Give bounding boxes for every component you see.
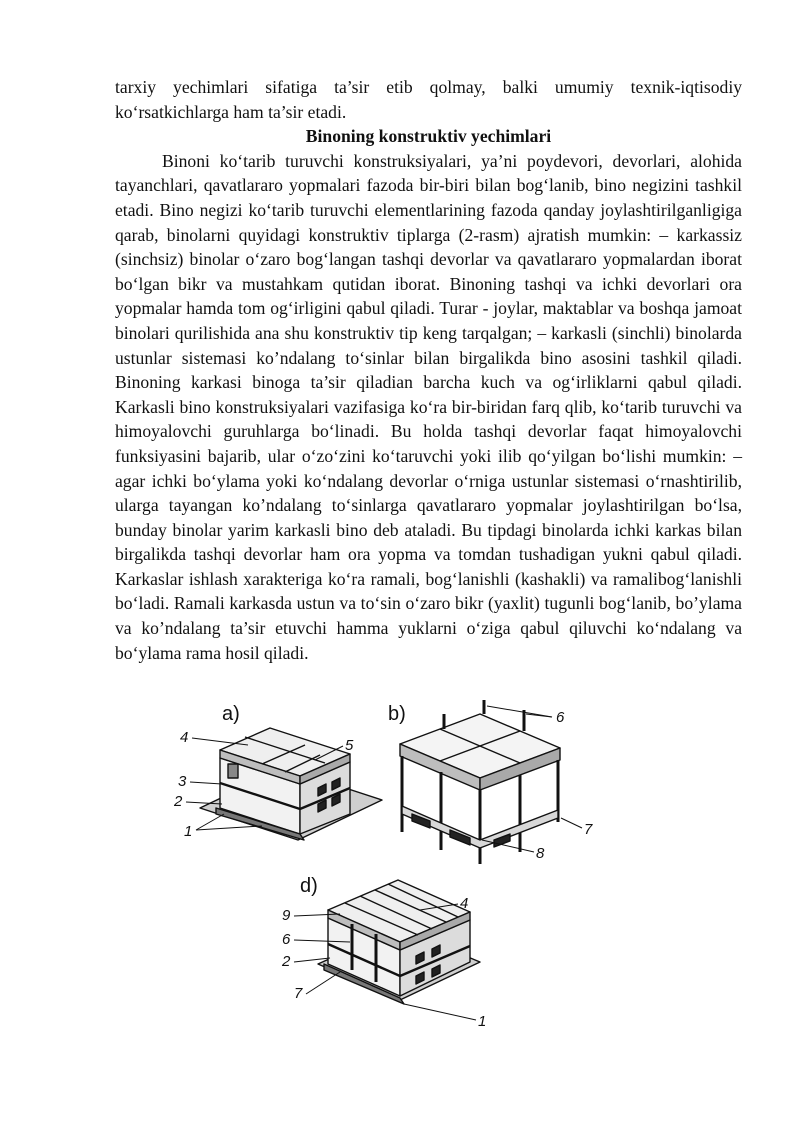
panel-a-label: a) — [222, 703, 240, 725]
panel-b-callout-7: 7 — [584, 821, 593, 838]
panel-d-callout-7: 7 — [294, 985, 303, 1002]
panel-b-diagram — [388, 700, 593, 864]
panel-d-diagram — [281, 875, 486, 1030]
panel-a-diagram — [173, 703, 382, 840]
panel-d-callout-6: 6 — [282, 931, 291, 948]
panel-a-callout-2: 2 — [174, 793, 183, 810]
body-text — [115, 75, 742, 665]
section-heading: Binoning konstruktiv yechimlari — [305, 126, 552, 147]
panel-d-callout-1: 1 — [478, 1013, 487, 1030]
figure-building-types — [0, 700, 800, 1040]
paragraph-continued: tarxiy yechimlari sifatiga ta’sir etib qolmay, balki umumiy texnik-iqtisodiy ko‘rsatkichlarga ham ta’sir etadi. — [115, 77, 742, 122]
panel-b-callout-6: 6 — [556, 709, 565, 726]
paragraph-main: Binoni ko‘tarib turuvchi konstruksiyalari, ya’ni poydevori, devorlari, alohida tayanchlari, qavatlararo yopmalari fazoda bir-biri bilan bog‘lanib, bino negizini tashkil etadi. Bino negizi ko‘tarib turuvchi elementlarining fazoda qanday joylashtirilganligiga qarab, binolarni quyidagi konstruktiv tiplarga (2-rasm) ajratish mumkin: – karkassiz (sinchsiz) binolar o‘zaro bog‘langan tashqi devorlar va qavatlararo yopmalardan iborat bo‘lgan bikr va mustahkam qutidan iborat. Binoning tashqi va ichki devorlari ora yopmalar hamda tom og‘irligini qabul qiladi. Turar - joylar, maktablar va boshqa jamoat binolari qurilishida ana shu konstruktiv tip keng tarqalgan; – karkasli (sinchli) binolarda ustunlar sistemasi ko’ndalang to‘sinlar bilan birgalikda bino asosini tashkil qiladi. Binoning karkasi binoga ta’sir qiladian barcha kuch va og‘irliklarni qabul qiladi. Karkasli bino konstruksiyalari vazifasiga ko‘ra bir-biridan farq qlib, ko‘tarib turuvchi va himoyalovchi guruhlarga bo‘linadi. Bu holda tashqi devorlar faqat himoyalovchi funksiyasini bajarib, ular o‘zo‘zini ko‘taruvchi yoki ilib qo‘yilgan bo‘lishi mumkin: – agar ichki bo‘ylama yoki ko‘ndalang devorlar o‘rniga ustunlar sistemasi o‘rnashtirilib, ularga tayangan ko’ndalang to‘sinlarga qavatlararo yopmalar joylashtirilgan bo‘lsa, bunday binolar yarim karkasli bino deb ataladi. Bu tipdagi binolarda ichki karkas bilan birgalikda tashqi devorlar ham ora yopma va tomdan tushadigan yukni qabul qiladi. Karkaslar ishlash xarakteriga ko‘ra ramali, bog‘lanishli (kashakli) va ramalibog‘lanishli bo‘ladi. Ramali karkasda ustun va to‘sin o‘zaro bikr (yaxlit) tugunli bog‘lanib, bo’ylama va ko’ndalang ta’sir etuvchi hamma yuklarni o‘ziga qabul qiluvchi ko‘ndalang va bo‘ylama rama hosil qiladi. — [115, 150, 742, 663]
panel-a-callout-3: 3 — [178, 773, 187, 790]
panel-a-callout-5: 5 — [345, 737, 354, 754]
panel-b-label: b) — [388, 703, 406, 725]
panel-b-callout-8: 8 — [536, 845, 545, 862]
panel-d-label: d) — [300, 875, 318, 897]
panel-d-callout-2: 2 — [282, 953, 291, 970]
panel-d-callout-9: 9 — [282, 907, 291, 924]
panel-a-callout-1: 1 — [184, 823, 193, 840]
panel-d-callout-4: 4 — [460, 895, 469, 912]
panel-a-callout-4: 4 — [180, 729, 189, 746]
